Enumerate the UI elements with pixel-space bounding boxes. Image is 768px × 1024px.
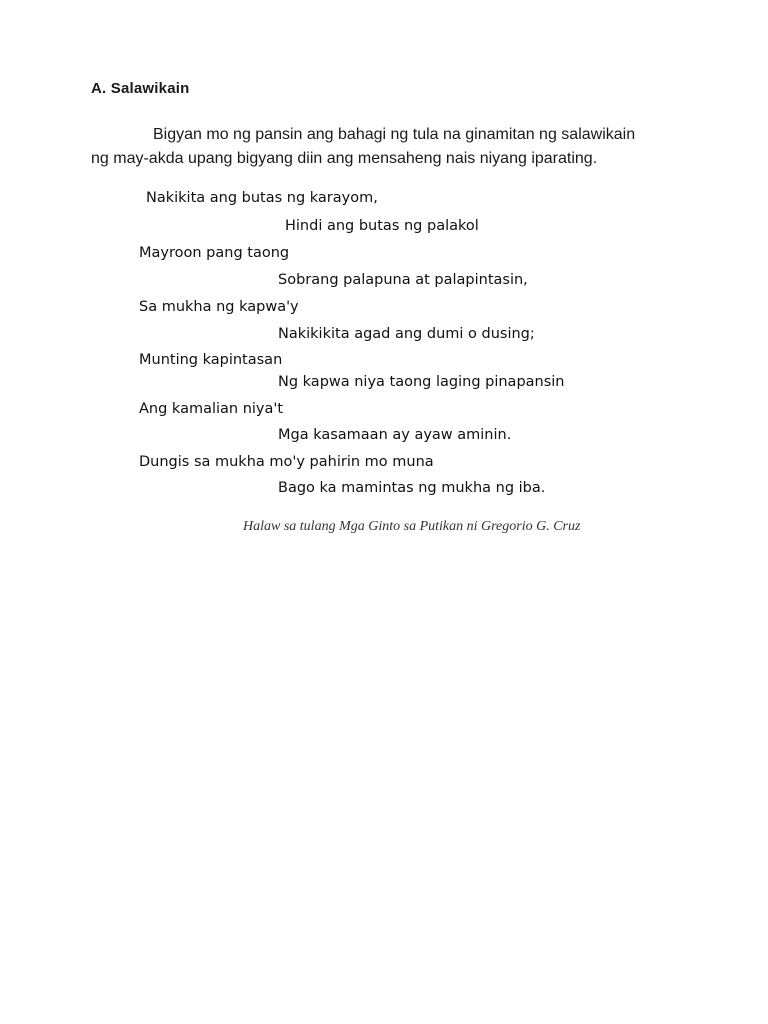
poem-line: Ng kapwa niya taong laging pinapansin [278,374,565,390]
poem-line: Sobrang palapuna at palapintasin, [278,272,528,288]
poem-line: Nakikita ang butas ng karayom, [146,190,378,206]
poem-source-attribution: Halaw sa tulang Mga Ginto sa Putikan ni Gregorio G. Cruz [243,519,581,534]
poem-line: Ang kamalian niya't [139,401,284,417]
poem-line: Munting kapintasan [139,352,283,368]
poem-line: Mayroon pang taong [139,245,290,261]
poem-line: Bago ka mamintas ng mukha ng iba. [278,480,546,496]
poem-line: Hindi ang butas ng palakol [285,218,479,234]
instruction-paragraph [91,123,691,171]
poem-line: Nakikikita agad ang dumi o dusing; [278,326,535,342]
section-heading: A. Salawikain [91,80,190,97]
poem-line: Sa mukha ng kapwa'y [139,299,299,315]
poem-line: Dungis sa mukha mo'y pahirin mo muna [139,454,434,470]
instruction-line-1: Bigyan mo ng pansin ang bahagi ng tula na ginamitan ng salawikain [153,126,636,143]
poem-line: Mga kasamaan ay ayaw aminin. [278,427,512,443]
instruction-line-2: ng may-akda upang bigyang diin ang mensaheng nais niyang iparating. [91,150,598,167]
